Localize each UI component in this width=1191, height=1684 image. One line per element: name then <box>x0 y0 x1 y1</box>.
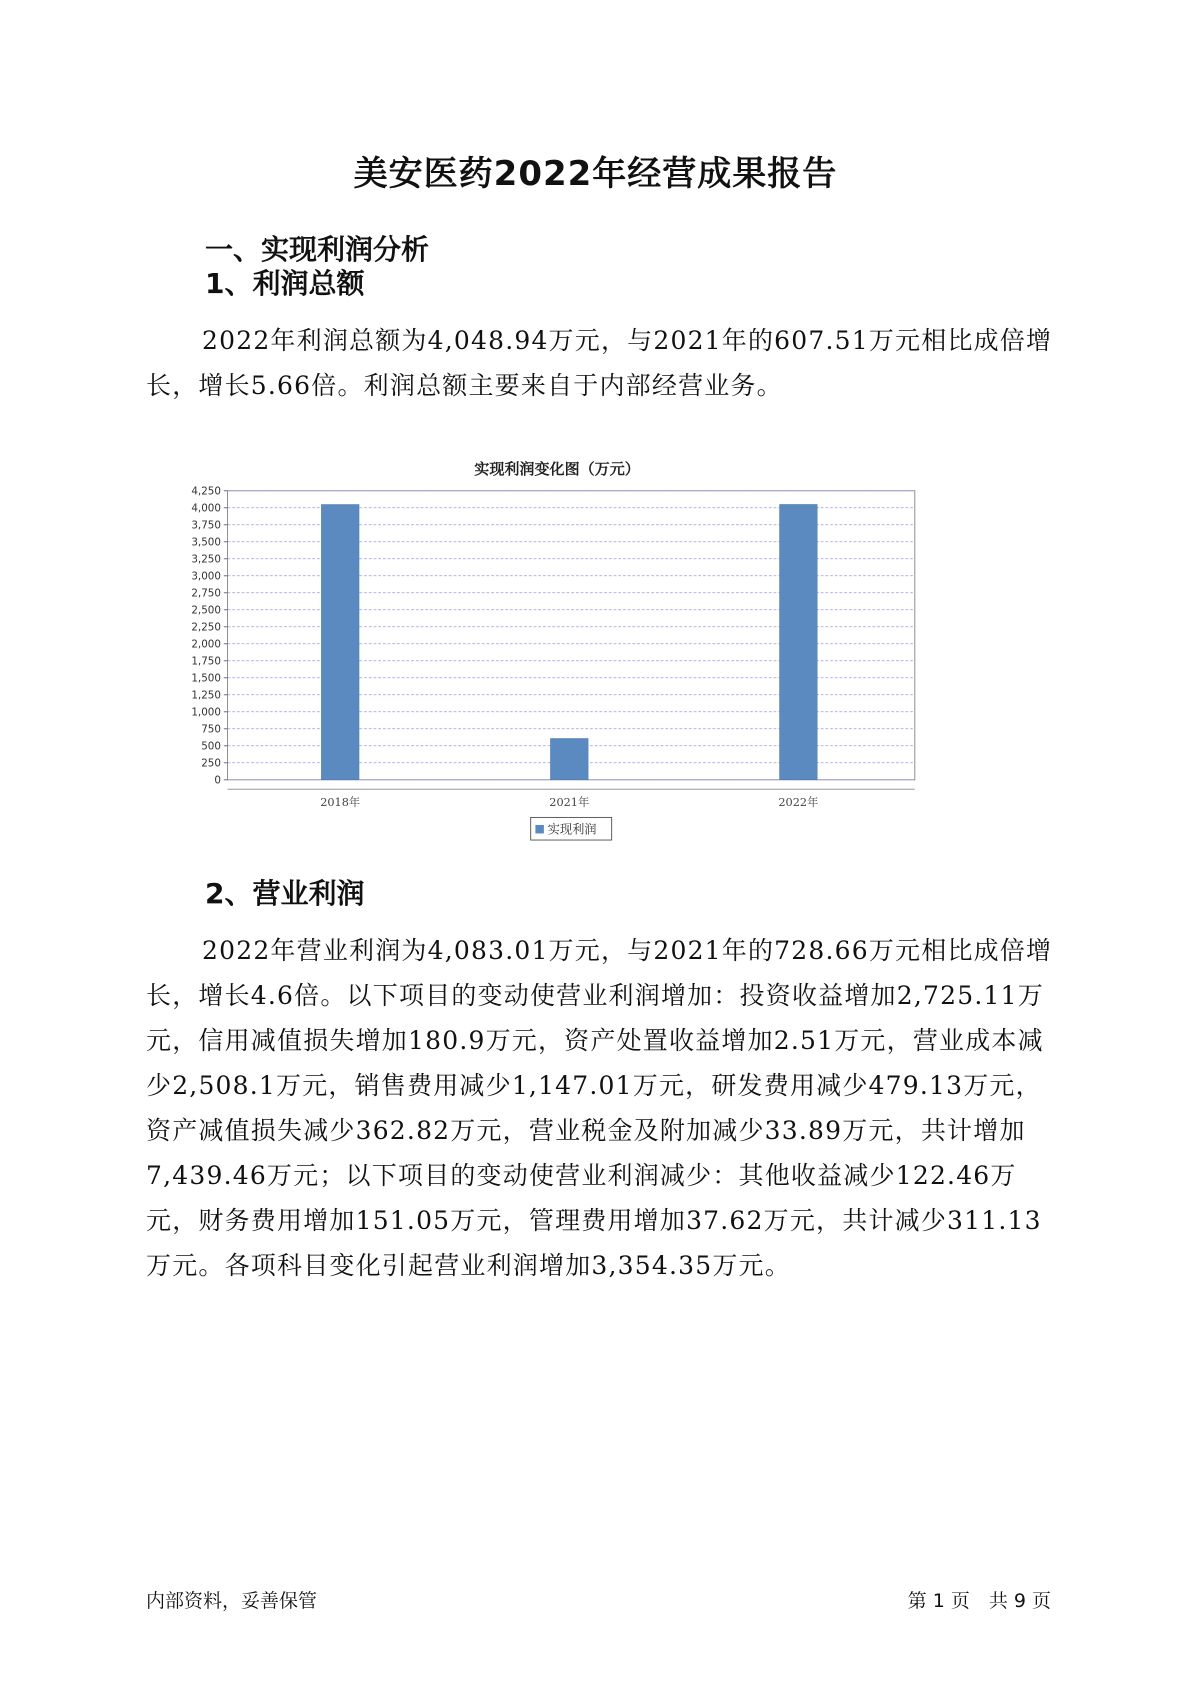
subheading-operating-profit: 2、营业利润 <box>205 877 365 910</box>
y-tick-label: 750 <box>201 723 221 736</box>
x-tick-label: 2021年 <box>549 796 590 810</box>
bar <box>550 738 588 779</box>
y-tick-label: 3,500 <box>191 536 221 549</box>
paragraph-operating-profit: 2022年营业利润为4,083.01万元，与2021年的728.66万元相比成倍增长，增长4.6倍。以下项目的变动使营业利润增加：投资收益增加2,725.11万元，信用减值损失增加180.9万元，资产处置收益增加2.51万元，营业成本减少2,508.1万元，销售费用减少1,147.01万元，研发费用减少479.13万元，资产减值损失减少362.82万元，营业税金及附加减少33.89万元，共计增加7,439.46万元；以下项目的变动使营业利润减少：其他收益减少122.46万元，财务费用增加151.05万元，管理费用增加37.62万元，共计减少311.13万元。各项科目变化引起营业利润增加3,354.35万元。 <box>146 936 1053 1280</box>
y-tick-label: 4,250 <box>191 485 221 498</box>
footer-page-number: 第 1 页 共 9 页 <box>907 1590 1051 1612</box>
paragraph-total-profit: 2022年利润总额为4,048.94万元，与2021年的607.51万元相比成倍增长，增长5.66倍。利润总额主要来自于内部经营业务。 <box>146 326 1053 400</box>
y-tick-label: 4,000 <box>191 502 221 515</box>
y-tick-label: 1,500 <box>191 672 221 685</box>
profit-bar-chart <box>150 455 1030 905</box>
document-title: 美安医药2022年经营成果报告 <box>353 154 838 194</box>
footer-confidential-note: 内部资料，妥善保管 <box>146 1590 318 1612</box>
bar <box>780 504 818 779</box>
y-tick-label: 1,000 <box>191 706 221 719</box>
legend-swatch <box>535 825 543 833</box>
bar <box>321 505 359 780</box>
y-tick-label: 3,750 <box>191 519 221 532</box>
chart-title: 实现利润变化图（万元） <box>474 459 640 478</box>
y-tick-label: 1,750 <box>191 655 221 668</box>
y-tick-label: 2,000 <box>191 638 221 651</box>
y-tick-label: 2,250 <box>191 621 221 634</box>
y-tick-label: 2,500 <box>191 604 221 617</box>
profit-chart <box>150 455 1030 905</box>
y-tick-label: 2,750 <box>191 587 221 600</box>
x-tick-label: 2018年 <box>320 796 361 810</box>
section-heading-profit-analysis: 一、实现利润分析 <box>205 233 430 266</box>
x-tick-label: 2022年 <box>778 796 819 810</box>
y-tick-label: 500 <box>201 740 221 753</box>
y-tick-label: 1,250 <box>191 689 221 702</box>
y-tick-label: 250 <box>201 757 221 770</box>
y-tick-label: 3,000 <box>191 570 221 583</box>
y-tick-label: 0 <box>214 774 221 787</box>
subheading-total-profit: 1、利润总额 <box>205 267 365 300</box>
legend-label: 实现利润 <box>547 822 597 837</box>
y-tick-label: 3,250 <box>191 553 221 566</box>
